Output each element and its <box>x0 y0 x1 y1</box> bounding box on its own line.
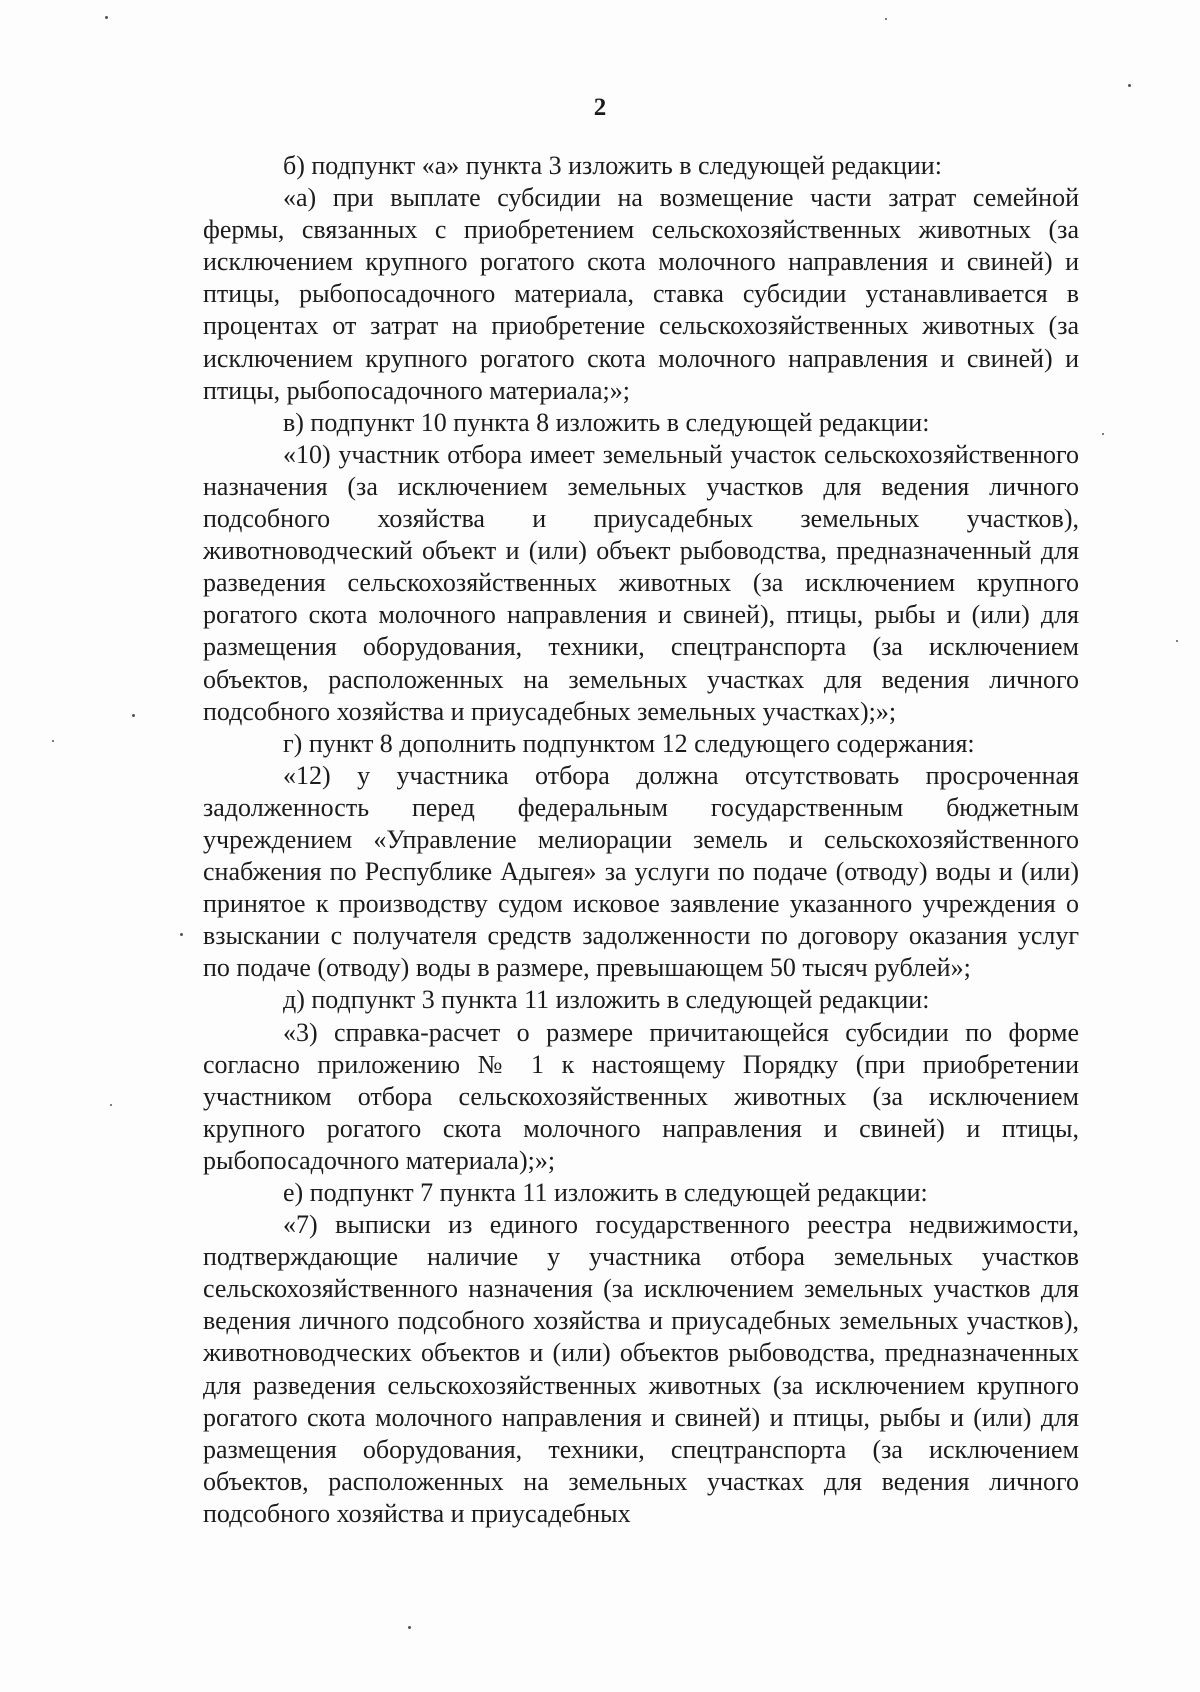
document-body <box>203 150 1079 1530</box>
scan-speck <box>1128 84 1131 87</box>
page-number: 2 <box>593 94 607 121</box>
paragraph-a-text: «а) при выплате субсидии на возмещение части затрат семейной фермы, связанных с приобретением сельскохозяйственных животных (за исключением крупного рогатого скота молочного направления и свиней) и птицы, рыбопосадочного материала, ставка субсидии устанавливается в процентах от затрат на приобретение сельскохозяйственных животных (за исключением крупного рогатого скота молочного направления и свиней) и птицы, рыбопосадочного материала;»; <box>203 183 1079 405</box>
scan-speck <box>408 1626 411 1629</box>
scan-speck <box>52 740 54 742</box>
paragraph-d-intro: д) подпункт 3 пункта 11 изложить в следующей редакции: <box>283 985 930 1015</box>
scan-speck <box>105 16 108 19</box>
paragraph-12-text: «12) у участника отбора должна отсутствовать просроченная задолженность перед федеральным государственным бюджетным учреждением «Управление мелиорации земель и сельскохозяйственного снабжения по Республике Адыгея» за услуги по подаче (отводу) воды и (или) принятое к производству судом исковое заявление указанного учреждения о взыскании с получателя средств задолженности по договору оказания услуг по подаче (отводу) воды в размере, превышающем 50 тысяч рублей»; <box>203 760 1079 983</box>
paragraph-e-intro: е) подпункт 7 пункта 11 изложить в следующей редакции: <box>283 1178 928 1207</box>
scan-speck <box>1102 433 1104 435</box>
scan-speck <box>132 714 135 717</box>
paragraph-v-intro: в) подпункт 10 пункта 8 изложить в следующей редакции: <box>283 407 930 437</box>
paragraph-3-text: «3) справка-расчет о размере причитающейся субсидии по форме согласно приложению № 1 к настоящему Порядку (при приобретении участником отбора сельскохозяйственных животных (за исключением крупного рогатого скота молочного направления и свиней) и птицы, рыбопосадочного материала);»; <box>203 1017 1079 1175</box>
scan-speck <box>885 18 887 20</box>
scan-speck <box>180 933 183 936</box>
paragraph-b-intro: б) подпункт «а» пункта 3 изложить в следующей редакции: <box>283 151 942 180</box>
scan-speck <box>110 1104 112 1106</box>
paragraph-7-text: «7) выписки из единого государственного реестра недвижимости, подтверждающие наличие у участника отбора земельных участков сельскохозяйственного назначения (за исключением земельных участков для ведения личного подсобного хозяйства и приусадебных земельных участков), животноводческих объектов и (или) объектов рыбоводства, предназначенных для разведения сельскохозяйственных животных (за исключением крупного рогатого скота молочного направления и свиней) и птицы, рыбы и (или) для размещения оборудования, техники, спецтранспорта (за исключением объектов, расположенных на земельных участках для ведения личного подсобного хозяйства и приусадебных <box>203 1210 1079 1528</box>
paragraph-g-intro: г) пункт 8 дополнить подпунктом 12 следующего содержания: <box>283 728 975 758</box>
paragraph-10-text: «10) участник отбора имеет земельный участок сельскохозяйственного назначения (за исключением земельных участков для ведения личного подсобного хозяйства и приусадебных земельных участков), животноводческий объект и (или) объект рыбоводства, предназначенный для разведения сельскохозяйственных животных (за исключением крупного рогатого скота молочного направления и свиней), птицы, рыбы и (или) для размещения оборудования, техники, спецтранспорта (за исключением объектов, расположенных на земельных участках для ведения личного подсобного хозяйства и приусадебных земельных участках);»; <box>203 439 1079 726</box>
scan-speck <box>1176 640 1178 642</box>
